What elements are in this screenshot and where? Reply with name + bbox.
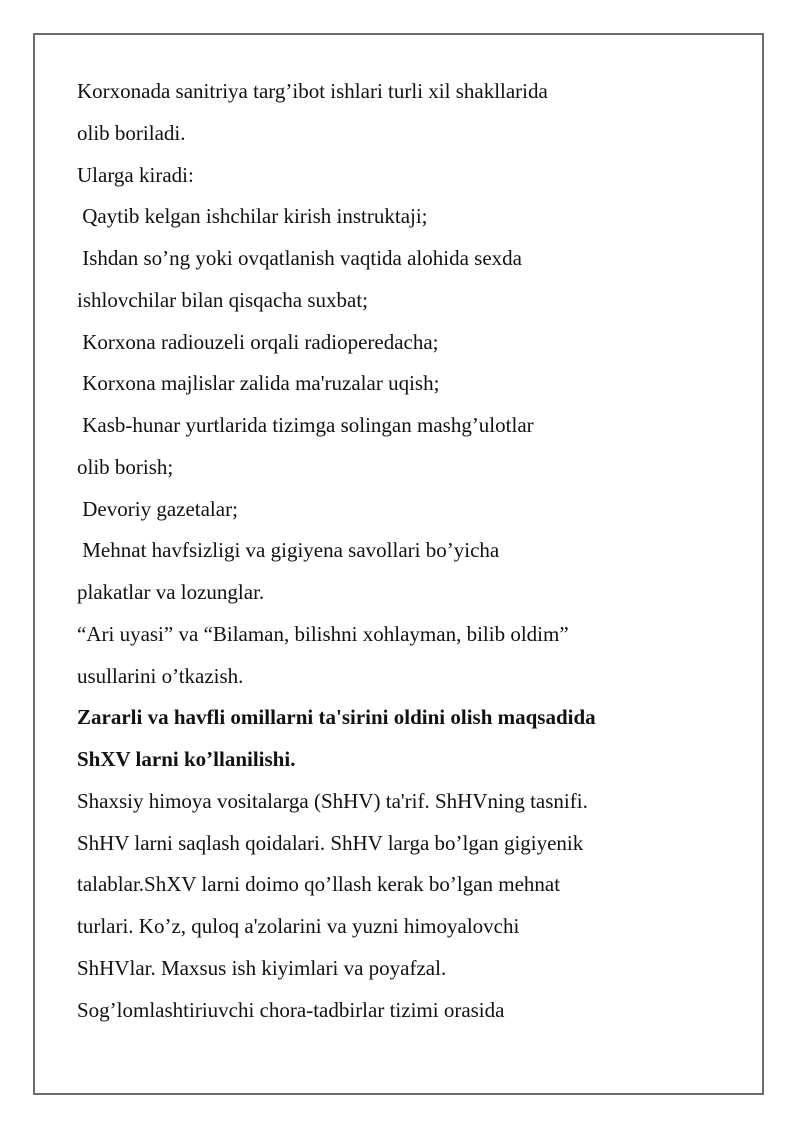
- text-line: ishlovchilar bilan qisqacha suxbat;: [77, 287, 369, 312]
- document-body: [77, 71, 717, 1031]
- text-line: usullarini o’tkazish.: [77, 663, 244, 688]
- text-line: Korxona majlislar zalida ma'ruzalar uqish;: [77, 371, 440, 396]
- text-line: Qaytib kelgan ishchilar kirish instruktaji;: [77, 204, 428, 229]
- text-line: “Ari uyasi” va “Bilaman, bilishni xohlayman, bilib oldim”: [77, 621, 569, 646]
- text-line: plakatlar va lozunglar.: [77, 580, 265, 604]
- text-line: Shaxsiy himoya vositalarga (ShHV) ta'rif. ShHVning tasnifi.: [77, 788, 588, 813]
- text-line: Korxonada sanitriya targ’ibot ishlari turli xil shakllarida: [77, 79, 548, 103]
- text-line: Korxona radiouzeli orqali radioperedacha;: [77, 329, 439, 354]
- text-line: Sog’lomlashtiriuvchi chora-tadbirlar tizimi orasida: [77, 997, 505, 1022]
- text-line: Devoriy gazetalar;: [77, 496, 238, 521]
- text-line: talablar.ShXV larni doimo qo’llash kerak bo’lgan mehnat: [77, 872, 561, 897]
- text-line: Ularga kiradi:: [77, 162, 194, 187]
- section-heading-line: Zararli va havfli omillarni ta'sirini oldini olish maqsadida: [77, 705, 596, 730]
- text-line: ShHV larni saqlash qoidalari. ShHV larga bo’lgan gigiyenik: [77, 830, 584, 855]
- section-heading-line: ShXV larni ko’llanilishi.: [77, 747, 296, 771]
- text-line: ShHVlar. Maxsus ish kiyimlari va poyafzal.: [77, 955, 447, 980]
- text-line: turlari. Ko’z, quloq a'zolarini va yuzni himoyalovchi: [77, 914, 520, 938]
- text-line: Ishdan so’ng yoki ovqatlanish vaqtida alohida sexda: [77, 246, 522, 270]
- text-line: olib borish;: [77, 454, 174, 479]
- text-line: Mehnat havfsizligi va gigiyena savollari bo’yicha: [77, 538, 500, 563]
- text-line: Kasb-hunar yurtlarida tizimga solingan mashg’ulotlar: [77, 413, 534, 437]
- text-line: olib boriladi.: [77, 120, 186, 145]
